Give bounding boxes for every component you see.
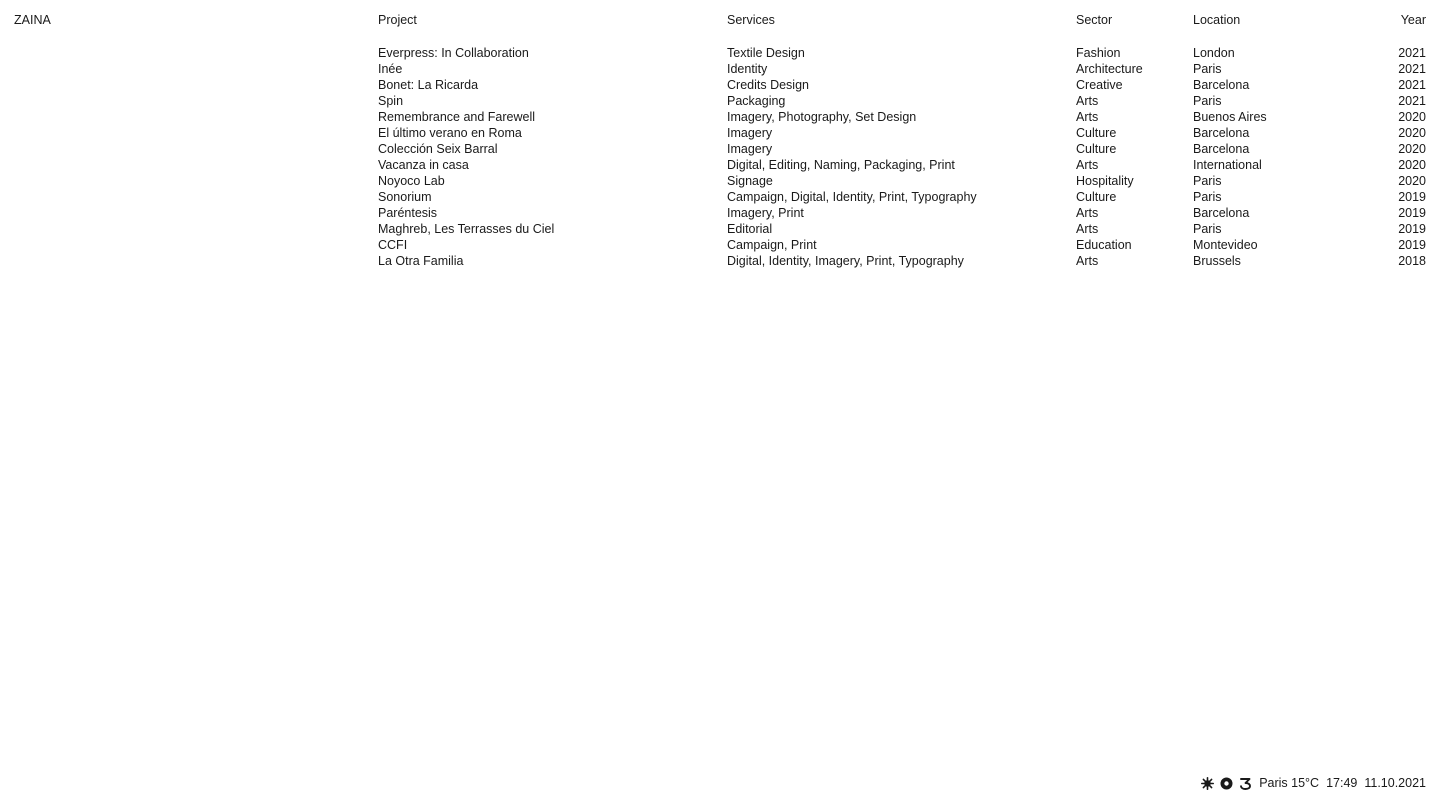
row-sector: Arts: [1076, 254, 1099, 268]
table-row[interactable]: [0, 125, 1440, 141]
row-year: 2020: [1398, 126, 1426, 140]
weather-readout: Paris 15°C: [1259, 776, 1320, 790]
row-year: 2019: [1398, 238, 1426, 252]
table-row[interactable]: [0, 61, 1440, 77]
sun-icon: [1201, 777, 1214, 790]
table-header: [0, 12, 1440, 28]
row-sector: Architecture: [1076, 62, 1143, 76]
table-row[interactable]: [0, 157, 1440, 173]
row-location: Paris: [1193, 62, 1222, 76]
row-sector: Culture: [1076, 126, 1117, 140]
row-project[interactable]: CCFI: [378, 238, 408, 252]
row-year: 2018: [1398, 254, 1426, 268]
row-year: 2020: [1398, 174, 1426, 188]
row-sector: Hospitality: [1076, 174, 1134, 188]
table-row[interactable]: [0, 45, 1440, 61]
row-project[interactable]: Spin: [378, 94, 404, 108]
table-row[interactable]: [0, 237, 1440, 253]
row-services: Imagery: [727, 142, 773, 156]
brand-logo[interactable]: ZAINA: [14, 13, 51, 27]
row-year: 2021: [1398, 62, 1426, 76]
header-location[interactable]: Location: [1193, 13, 1241, 27]
table-row[interactable]: [0, 173, 1440, 189]
row-services: Textile Design: [727, 46, 805, 60]
record-icon: [1220, 777, 1233, 790]
row-year: 2020: [1398, 158, 1426, 172]
row-project[interactable]: El último verano en Roma: [378, 126, 522, 140]
row-sector: Culture: [1076, 142, 1117, 156]
row-location: Paris: [1193, 190, 1222, 204]
row-project[interactable]: Vacanza in casa: [378, 158, 469, 172]
glyph-icon: [1239, 777, 1252, 790]
row-year: 2020: [1398, 110, 1426, 124]
row-location: Buenos Aires: [1193, 110, 1267, 124]
row-location: International: [1193, 158, 1262, 172]
row-services: Campaign, Digital, Identity, Print, Typography: [727, 190, 977, 204]
table-row[interactable]: [0, 109, 1440, 125]
row-location: Barcelona: [1193, 78, 1250, 92]
table-row[interactable]: [0, 253, 1440, 269]
row-project[interactable]: Sonorium: [378, 190, 432, 204]
header-project[interactable]: Project: [378, 13, 417, 27]
row-sector: Fashion: [1076, 46, 1121, 60]
row-services: Identity: [727, 62, 768, 76]
row-project[interactable]: Noyoco Lab: [378, 174, 445, 188]
row-project[interactable]: Bonet: La Ricarda: [378, 78, 479, 92]
row-year: 2019: [1398, 222, 1426, 236]
row-project[interactable]: Colección Seix Barral: [378, 142, 498, 156]
row-services: Imagery: [727, 126, 773, 140]
row-sector: Culture: [1076, 190, 1117, 204]
row-year: 2019: [1398, 206, 1426, 220]
row-location: Paris: [1193, 222, 1222, 236]
row-services: Digital, Editing, Naming, Packaging, Print: [727, 158, 955, 172]
row-project[interactable]: Paréntesis: [378, 206, 438, 220]
row-year: 2020: [1398, 142, 1426, 156]
row-services: Editorial: [727, 222, 773, 236]
row-year: 2019: [1398, 190, 1426, 204]
row-year: 2021: [1398, 46, 1426, 60]
row-sector: Arts: [1076, 158, 1099, 172]
table-row[interactable]: [0, 205, 1440, 221]
row-sector: Creative: [1076, 78, 1123, 92]
row-location: Brussels: [1193, 254, 1241, 268]
table-row[interactable]: [0, 141, 1440, 157]
row-sector: Arts: [1076, 110, 1099, 124]
row-project[interactable]: Remembrance and Farewell: [378, 110, 536, 124]
row-location: London: [1193, 46, 1235, 60]
row-services: Imagery, Print: [727, 206, 804, 220]
row-location: Paris: [1193, 94, 1222, 108]
row-services: Credits Design: [727, 78, 809, 92]
row-sector: Arts: [1076, 222, 1099, 236]
time-readout: 17:49: [1326, 776, 1358, 790]
row-services: Campaign, Print: [727, 238, 817, 252]
row-project[interactable]: La Otra Familia: [378, 254, 464, 268]
table-row[interactable]: [0, 77, 1440, 93]
row-location: Montevideo: [1193, 238, 1258, 252]
row-location: Barcelona: [1193, 126, 1250, 140]
row-year: 2021: [1398, 78, 1426, 92]
header-sector[interactable]: Sector: [1076, 13, 1113, 27]
table-row[interactable]: [0, 93, 1440, 109]
row-services: Imagery, Photography, Set Design: [727, 110, 917, 124]
row-year: 2021: [1398, 94, 1426, 108]
table-row[interactable]: [0, 189, 1440, 205]
date-readout: 11.10.2021: [1364, 776, 1426, 790]
row-services: Digital, Identity, Imagery, Print, Typography: [727, 254, 964, 268]
project-list: [0, 45, 1440, 269]
header-services[interactable]: Services: [727, 13, 775, 27]
row-services: Signage: [727, 174, 773, 188]
header-year[interactable]: Year: [1400, 13, 1426, 27]
row-location: Barcelona: [1193, 142, 1250, 156]
table-row[interactable]: [0, 221, 1440, 237]
row-project[interactable]: Everpress: In Collaboration: [378, 46, 529, 60]
footer-status: [1201, 775, 1426, 791]
row-location: Barcelona: [1193, 206, 1250, 220]
row-sector: Arts: [1076, 206, 1099, 220]
row-services: Packaging: [727, 94, 786, 108]
row-project[interactable]: Maghreb, Les Terrasses du Ciel: [378, 222, 555, 236]
row-sector: Education: [1076, 238, 1132, 252]
row-sector: Arts: [1076, 94, 1099, 108]
row-location: Paris: [1193, 174, 1222, 188]
row-project[interactable]: Inée: [378, 62, 403, 76]
